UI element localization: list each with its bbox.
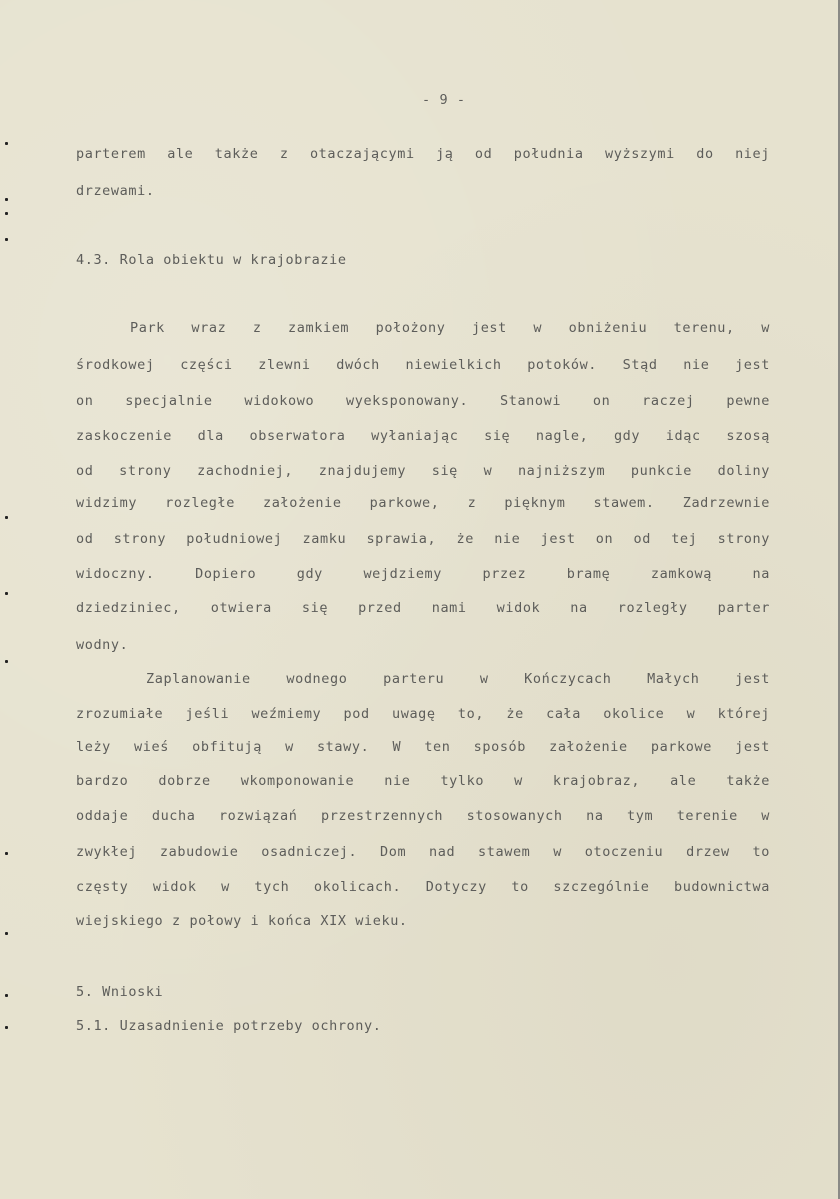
margin-mark [5,212,8,215]
body-line: środkowej części zlewni dwóch niewielkich potoków. Stąd nie jest [76,357,770,373]
body-line: drzewami. [76,183,155,199]
body-line: zrozumiałe jeśli weźmiemy pod uwagę to, że cała okolice w której [76,706,770,722]
margin-mark [5,1026,8,1029]
body-line: Zaplanowanie wodnego parteru w Kończycach Małych jest [146,671,770,687]
margin-mark [5,516,8,519]
body-line: zwykłej zabudowie osadniczej. Dom nad stawem w otoczeniu drzew to [76,844,770,860]
margin-mark [5,660,8,663]
margin-mark [5,592,8,595]
body-line: leży wieś obfitują w stawy. W ten sposób założenie parkowe jest [76,739,770,755]
margin-mark [5,932,8,935]
body-line: Park wraz z zamkiem położony jest w obniżeniu terenu, w [130,320,770,336]
body-line: od strony zachodniej, znajdujemy się w najniższym punkcie doliny [76,463,770,479]
body-line: oddaje ducha rozwiązań przestrzennych stosowanych na tym terenie w [76,808,770,824]
body-line: wiejskiego z połowy i końca XIX wieku. [76,913,408,929]
body-line: zaskoczenie dla obserwatora wyłaniając się nagle, gdy idąc szosą [76,428,770,444]
body-line: bardzo dobrze wkomponowanie nie tylko w krajobraz, ale także [76,773,770,789]
body-line: wodny. [76,637,129,653]
section-heading: 5. Wnioski [76,984,164,1000]
body-line: od strony południowej zamku sprawia, że nie jest on od tej strony [76,531,770,547]
body-line: on specjalnie widokowo wyeksponowany. Stanowi on raczej pewne [76,393,770,409]
margin-mark [5,142,8,145]
section-heading: 4.3. Rola obiektu w krajobrazie [76,252,347,268]
margin-mark [5,198,8,201]
subsection-heading: 5.1. Uzasadnienie potrzeby ochrony. [76,1018,382,1034]
body-line: dziedziniec, otwiera się przed nami widok na rozległy parter [76,600,770,616]
margin-mark [5,852,8,855]
body-line: częsty widok w tych okolicach. Dotyczy to szczególnie budownictwa [76,879,770,895]
body-line: widzimy rozległe założenie parkowe, z pięknym stawem. Zadrzewnie [76,495,770,511]
body-line: parterem ale także z otaczającymi ją od południa wyższymi do niej [76,146,770,162]
margin-mark [5,994,8,997]
body-line: widoczny. Dopiero gdy wejdziemy przez bramę zamkową na [76,566,770,582]
margin-mark [5,238,8,241]
page-number: - 9 - [422,92,466,108]
